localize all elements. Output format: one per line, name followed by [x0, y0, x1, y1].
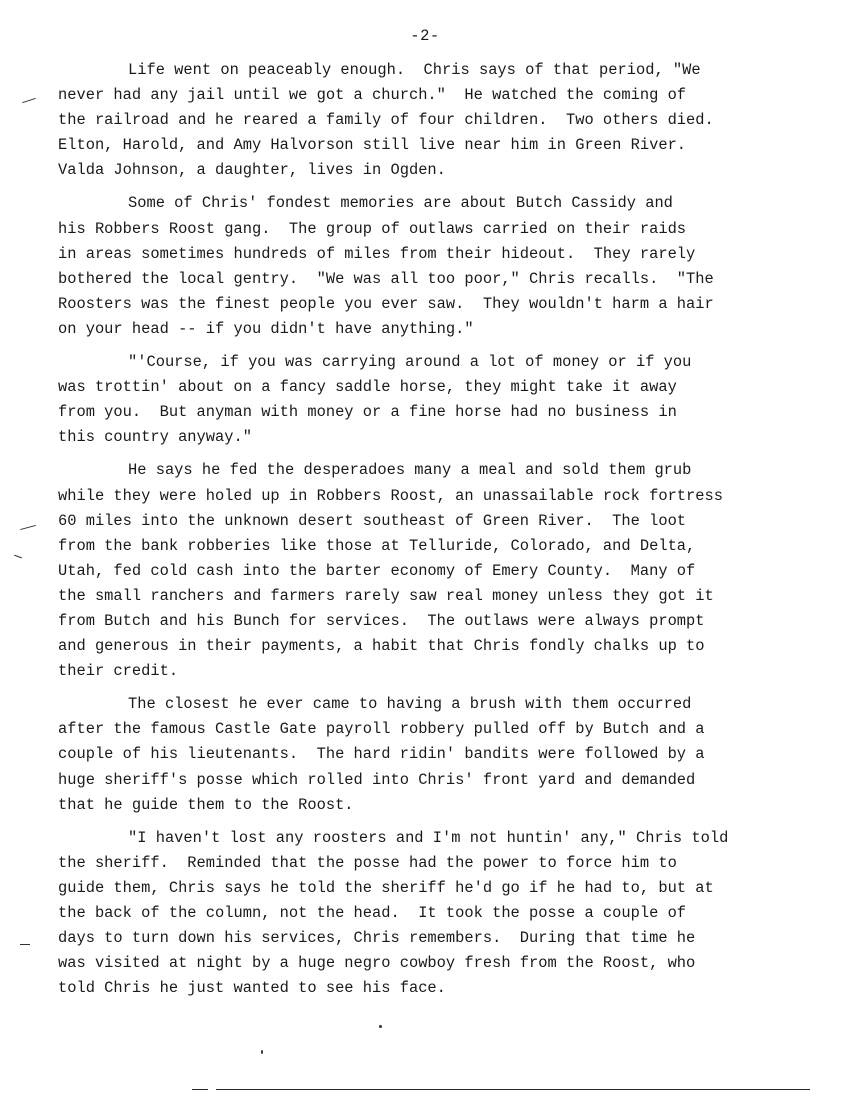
- text-line: on your head -- if you didn't have anything.": [58, 319, 474, 338]
- text-line: Some of Chris' fondest memories are about Butch Cassidy and: [128, 194, 673, 213]
- text-line: their credit.: [58, 662, 179, 681]
- footer-rule: [192, 1089, 208, 1090]
- text-line: bothered the local gentry. "We was all too poor," Chris recalls. "The: [58, 269, 714, 288]
- text-line: "'Course, if you was carrying around a lot of money or if you: [128, 353, 692, 372]
- text-line: this country anyway.": [58, 428, 252, 447]
- margin-mark: [14, 555, 22, 559]
- paragraph-1: [58, 58, 818, 183]
- text-line: Valda Johnson, a daughter, lives in Ogden.: [58, 161, 446, 180]
- paragraph-4: [58, 458, 818, 684]
- text-line: huge sheriff's posse which rolled into Chris' front yard and demanded: [58, 770, 696, 789]
- text-line: from Butch and his Bunch for services. The outlaws were always prompt: [58, 611, 705, 630]
- text-line: days to turn down his services, Chris remembers. During that time he: [58, 929, 696, 948]
- text-line: Life went on peaceably enough. Chris says of that period, "We: [128, 61, 701, 79]
- text-line: Elton, Harold, and Amy Halvorson still live near him in Green River.: [58, 136, 687, 155]
- text-line: from you. But anyman with money or a fine horse had no business in: [58, 403, 677, 422]
- paragraph-3: [58, 350, 818, 450]
- text-line: while they were holed up in Robbers Roost, an unassailable rock fortress: [58, 486, 723, 505]
- margin-mark: [22, 98, 36, 103]
- speck: [261, 1050, 263, 1054]
- text-line: Roosters was the finest people you ever saw. They wouldn't harm a hair: [58, 294, 714, 313]
- text-line: his Robbers Roost gang. The group of outlaws carried on their raids: [58, 219, 687, 238]
- text-line: Utah, fed cold cash into the barter economy of Emery County. Many of: [58, 561, 696, 580]
- text-line: in areas sometimes hundreds of miles from their hideout. They rarely: [58, 244, 696, 263]
- text-line: the back of the column, not the head. It took the posse a couple of: [58, 904, 687, 922]
- text-line: the railroad and he reared a family of four children. Two others died.: [58, 111, 714, 130]
- text-line: told Chris he just wanted to see his face.: [58, 979, 446, 998]
- text-line: after the famous Castle Gate payroll robbery pulled off by Butch and a: [58, 720, 705, 739]
- text-line: He says he fed the desperadoes many a meal and sold them grub: [128, 461, 692, 480]
- document-body: [58, 58, 818, 1009]
- page-number: -2-: [410, 27, 440, 45]
- paragraph-2: [58, 191, 818, 342]
- paragraph-6: [58, 826, 818, 1002]
- paragraph-5: [58, 692, 818, 817]
- text-line: the sheriff. Reminded that the posse had the power to force him to: [58, 853, 677, 872]
- text-line: couple of his lieutenants. The hard ridin' bandits were followed by a: [58, 745, 705, 764]
- text-line: "I haven't lost any roosters and I'm not huntin' any," Chris told: [128, 828, 729, 847]
- footer-rule: [216, 1089, 810, 1090]
- text-line: The closest he ever came to having a brush with them occurred: [128, 695, 692, 714]
- text-line: 60 miles into the unknown desert southeast of Green River. The loot: [58, 511, 687, 530]
- text-line: guide them, Chris says he told the sheriff he'd go if he had to, but at: [58, 878, 714, 897]
- text-line: was trottin' about on a fancy saddle horse, they might take it away: [58, 378, 677, 397]
- margin-mark: [20, 944, 30, 945]
- text-line: was visited at night by a huge negro cowboy fresh from the Roost, who: [58, 954, 696, 973]
- text-line: from the bank robberies like those at Telluride, Colorado, and Delta,: [58, 536, 696, 555]
- speck: [379, 1025, 382, 1028]
- text-line: that he guide them to the Roost.: [58, 795, 354, 814]
- margin-mark: [20, 525, 36, 530]
- text-line: and generous in their payments, a habit that Chris fondly chalks up to: [58, 637, 705, 656]
- text-line: the small ranchers and farmers rarely saw real money unless they got it: [58, 586, 714, 605]
- text-line: never had any jail until we got a church." He watched the coming of: [58, 86, 687, 105]
